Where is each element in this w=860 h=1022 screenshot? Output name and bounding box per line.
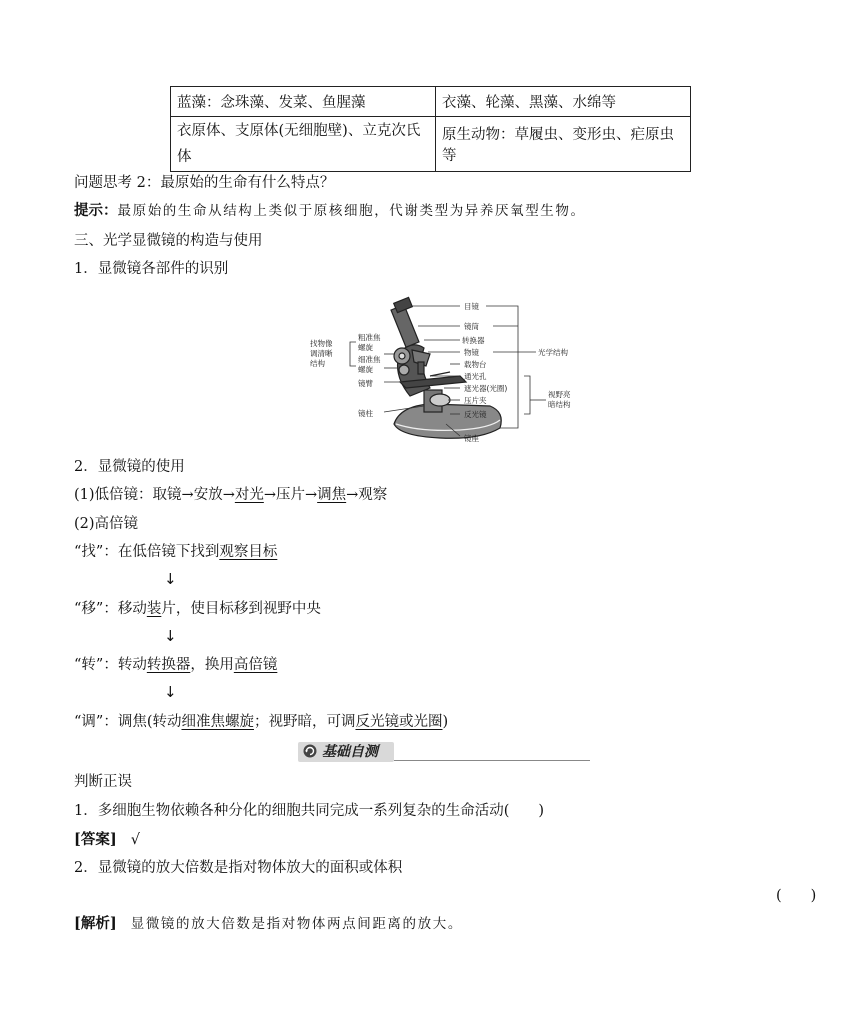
- cell-line: 衣原体、支原体(无细胞壁)、立克次氏: [177, 123, 421, 139]
- answer-blank: 调焦: [317, 487, 347, 503]
- label-coarse: 粗准焦: [358, 333, 381, 342]
- hint-paragraph: [74, 201, 586, 221]
- label-diaphragm: 遮光器(光圈): [464, 384, 508, 393]
- label-focus: 结构: [310, 359, 325, 368]
- label-fine: 细准焦: [358, 355, 381, 364]
- text-run: →压片→: [263, 487, 318, 503]
- answer-blank: 转换器: [146, 657, 191, 673]
- question-1: 1．多细胞生物依赖各种分化的细胞共同完成一系列复杂的生命活动( ): [74, 803, 545, 819]
- label-focus: 找物像: [310, 339, 333, 348]
- step-find: [74, 542, 277, 562]
- label-clip: 压片夹: [464, 396, 487, 405]
- answer-blank: 装: [146, 601, 162, 617]
- down-arrow-icon: ↓: [164, 570, 177, 588]
- label-fine: 螺旋: [358, 365, 373, 374]
- table-cell: 衣藻、轮藻、黑藻、水绵等: [436, 87, 691, 117]
- cell-line: 体: [177, 149, 192, 165]
- low-power-steps: [74, 485, 387, 505]
- text-run: ，换用: [190, 657, 234, 673]
- high-power-title: (2)高倍镜: [74, 516, 139, 532]
- text-run: “移”：移动: [74, 601, 147, 617]
- label-pillar: 镜柱: [358, 409, 373, 418]
- answer-blank: 对光: [234, 487, 264, 503]
- table-cell: [171, 117, 436, 172]
- label-focus: 调清晰: [310, 349, 333, 358]
- answer-value: √: [130, 832, 140, 848]
- down-arrow-icon: ↓: [164, 627, 177, 645]
- text-run: →观察: [346, 487, 388, 503]
- explain-label: [解析]: [74, 915, 117, 932]
- explain-text: 显微镜的放大倍数是指对物体两点间距离的放大。: [130, 916, 463, 932]
- banner-rule: [394, 760, 590, 761]
- label-field: 视野亮: [548, 390, 571, 399]
- text-run: (1)低倍镜：取镜→安放→: [74, 487, 235, 503]
- step-move: [74, 599, 321, 619]
- answer-paren: ( ): [776, 888, 817, 904]
- label-optical: 光学结构: [538, 348, 568, 357]
- label-eyepiece: 目镜: [464, 302, 479, 311]
- microscope-figure: [300, 296, 590, 448]
- label-arm: 镜臂: [358, 379, 373, 388]
- label-base: 镜座: [464, 434, 479, 443]
- answer-label: [答案]: [74, 831, 117, 848]
- section-title: 三、光学显微镜的构造与使用: [74, 233, 263, 249]
- section-banner: [298, 741, 590, 763]
- text-run: ): [442, 714, 449, 730]
- text-run: 片，使目标移到视野中央: [161, 601, 321, 617]
- question-2-judge: 2．显微镜的放大倍数是指对物体放大的面积或体积: [74, 860, 403, 876]
- subsection-title: 2．显微镜的使用: [74, 459, 185, 475]
- judge-title: 判断正误: [74, 774, 132, 790]
- hint-text: 最原始的生命从结构上类似于原核细胞，代谢类型为异养厌氧型生物。: [117, 203, 586, 219]
- label-objective: 物镜: [464, 348, 479, 357]
- table-cell: 原生动物：草履虫、变形虫、疟原虫等: [436, 117, 691, 172]
- answer-blank: 观察目标: [219, 544, 278, 560]
- classification-table: [170, 86, 691, 172]
- banner-title: 基础自测: [322, 744, 378, 760]
- answer-blank: 反光镜或光圈: [355, 714, 443, 730]
- explanation-line: [74, 914, 463, 934]
- table-cell: 蓝藻：念珠藻、发菜、鱼腥藻: [171, 87, 436, 117]
- text-run: ；视野暗，可调: [253, 714, 356, 730]
- label-nosepiece: 转换器: [462, 336, 485, 345]
- refresh-icon: [303, 744, 317, 758]
- label-field: 暗结构: [548, 400, 571, 409]
- label-tube: 镜筒: [464, 322, 479, 331]
- label-coarse: 螺旋: [358, 343, 373, 352]
- subsection-title: 1．显微镜各部件的识别: [74, 261, 229, 277]
- label-light-hole: 通光孔: [464, 372, 487, 381]
- text-run: “找”：在低倍镜下找到: [74, 544, 220, 560]
- step-turn: [74, 655, 277, 675]
- down-arrow-icon: ↓: [164, 683, 177, 701]
- label-stage: 载物台: [464, 360, 487, 369]
- label-mirror: 反光镜: [464, 410, 487, 419]
- answer-blank: 细准焦螺旋: [181, 714, 254, 730]
- step-adjust: [74, 712, 448, 732]
- text-run: “调”：调焦(转动: [74, 714, 182, 730]
- question-2: 问题思考 2：最原始的生命有什么特点？: [74, 175, 335, 191]
- hint-label: 提示：: [74, 202, 118, 219]
- answer-line: [74, 830, 140, 850]
- text-run: “转”：转动: [74, 657, 147, 673]
- answer-blank: 高倍镜: [233, 657, 278, 673]
